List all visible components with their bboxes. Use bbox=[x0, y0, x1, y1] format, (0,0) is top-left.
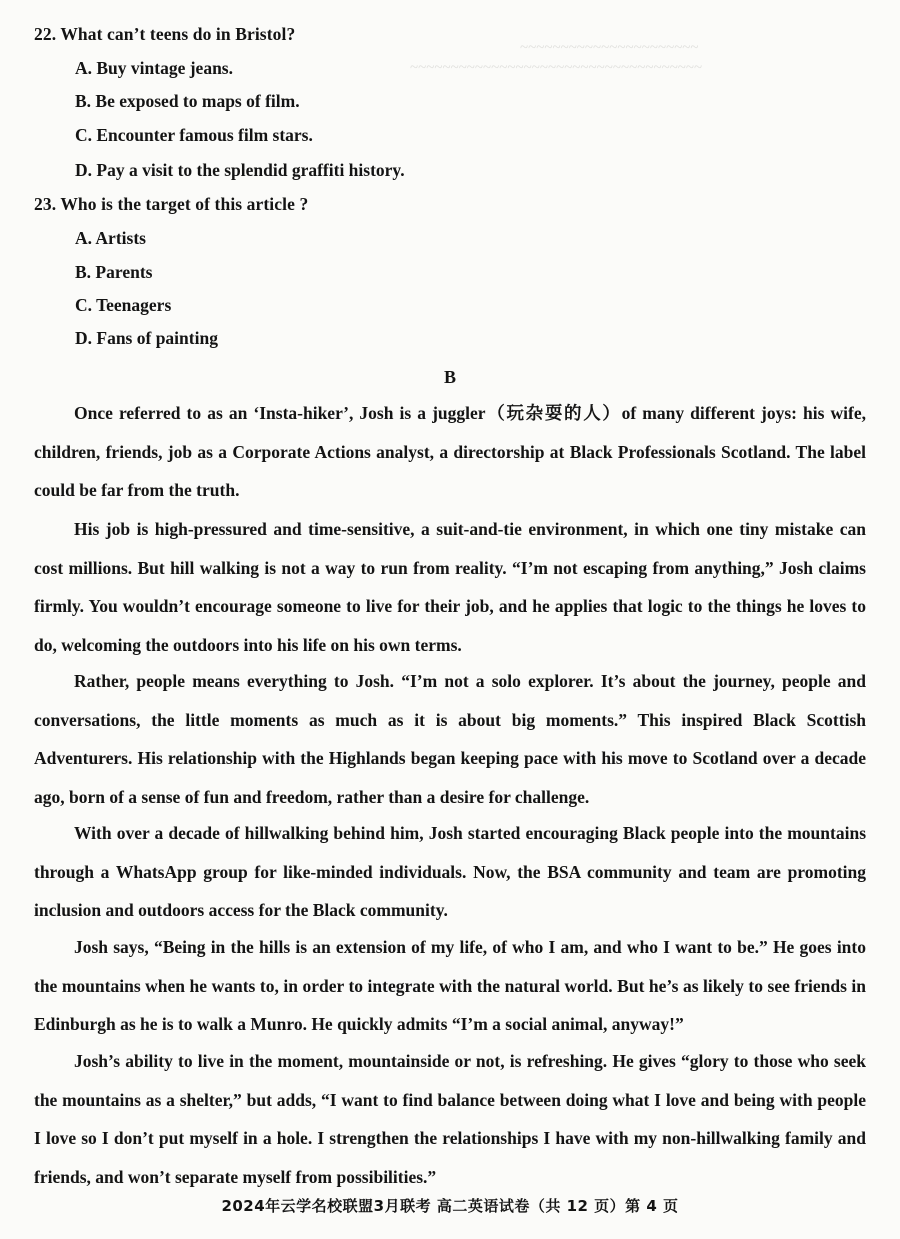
passage-paragraph-5: Josh says, “Being in the hills is an extension of my life, of who I am, and who I want to be.” He goes into the mountains when he wants to, in order to integrate with the natural world. But he’s as likely to see friends in Edinburgh as he is to walk a Munro. He quickly admits “I’m a social animal, anyway!” bbox=[34, 937, 866, 1034]
question-22-option-a[interactable]: A. Buy vintage jeans. bbox=[75, 58, 233, 78]
passage-paragraph-4: With over a decade of hillwalking behind him, Josh started encouraging Black people into the mountains through a WhatsApp group for like-minded individuals. Now, the BSA community and team are promoting inclusion and outdoors access for the Black community. bbox=[34, 823, 866, 920]
section-label: B bbox=[443, 367, 456, 387]
question-23-option-c[interactable]: C. Teenagers bbox=[75, 295, 172, 315]
question-23-option-b[interactable]: B. Parents bbox=[75, 262, 153, 282]
page-footer: 2024年云学名校联盟3月联考 高二英语试卷（共 12 页）第 4 页 bbox=[221, 1197, 679, 1215]
question-22-stem: 22. What can’t teens do in Bristol? bbox=[34, 24, 296, 44]
bleed-through-mark: ~~~~~~~~~~~~~~~~~~~~~~ bbox=[520, 40, 699, 56]
passage-paragraph-6: Josh’s ability to live in the moment, mountainside or not, is refreshing. He gives “glory to those who seek the mountains as a shelter,” but adds, “I want to find balance between doing what I love and being with people I love so I don’t put myself in a hole. I strengthen the relationships I have with my non-hillwalking family and friends, and won’t separate myself from possibilities.” bbox=[34, 1051, 866, 1187]
question-22-option-d[interactable]: D. Pay a visit to the splendid graffiti history. bbox=[75, 160, 405, 180]
passage-paragraph-3: Rather, people means everything to Josh. “I’m not a solo explorer. It’s about the journey, people and conversations, the little moments as much as it is about big moments.” This inspired Black Scottish Adventurers. His relationship with the Highlands began keeping pace with his move to Scotland over a decade ago, born of a sense of fun and freedom, rather than a desire for challenge. bbox=[34, 671, 866, 807]
question-23-option-a[interactable]: A. Artists bbox=[75, 228, 146, 248]
passage-paragraph-2: His job is high-pressured and time-sensitive, a suit-and-tie environment, in which one tiny mistake can cost millions. But hill walking is not a way to run from reality. “I’m not escaping from anything,” Josh claims firmly. You wouldn’t encourage someone to live for their job, and he applies that logic to the things he loves to do, welcoming the outdoors into his life on his own terms. bbox=[34, 519, 866, 655]
question-23-stem: 23. Who is the target of this article ? bbox=[34, 194, 309, 214]
question-22-option-c[interactable]: C. Encounter famous film stars. bbox=[75, 125, 313, 145]
bleed-through-mark: ~~~~~~~~~~~~~~~~~~~~~~~~~~~~~~~~~~~~ bbox=[410, 60, 703, 76]
question-22-option-b[interactable]: B. Be exposed to maps of film. bbox=[75, 91, 300, 111]
question-23-option-d[interactable]: D. Fans of painting bbox=[75, 328, 218, 348]
passage-paragraph-1: Once referred to as an ‘Insta-hiker’, Josh is a juggler（玩杂耍的人）of many different joys: his wife, children, friends, job as a Corporate Actions analyst, a directorship at Black Professionals Scotland. The label could be far from the truth. bbox=[34, 403, 866, 500]
